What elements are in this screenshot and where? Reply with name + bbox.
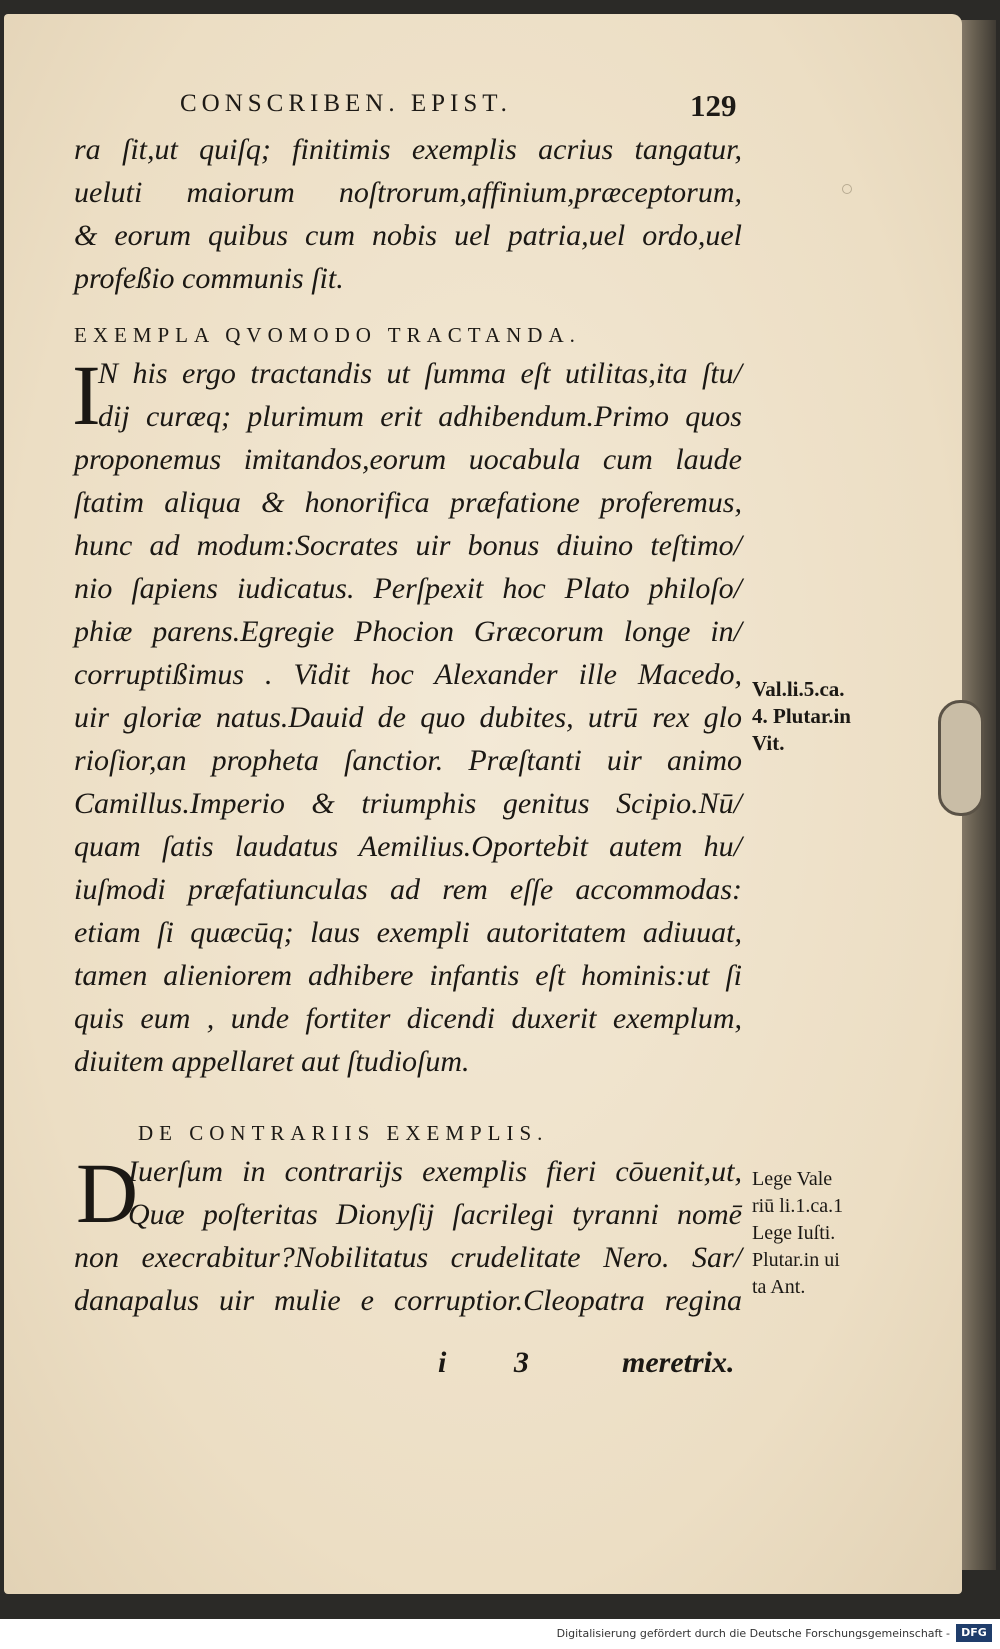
text-line: ſtatim aliqua & honorifica præfatione proferemus,	[74, 486, 742, 519]
margin-note-2	[752, 1166, 922, 1301]
text-line: danapalus uir mulie e corruptior.Cleopatra regina	[74, 1284, 742, 1317]
margin-line: Lege Vale	[752, 1168, 833, 1190]
catchword: meretrix.	[622, 1346, 735, 1379]
text-line: ueluti maiorum noſtrorum,affinium,præceptorum,	[74, 176, 742, 209]
text-line: non execrabitur?Nobilitatus crudelitate Nero. Sar/	[74, 1241, 742, 1274]
text-line: phiæ parens.Egregie Phocion Græcorum longe in/	[74, 615, 742, 648]
margin-line: ta Ant.	[752, 1276, 806, 1298]
margin-line: Val.li.5.ca.	[752, 677, 845, 701]
text-line: Quæ poſteritas Dionyſij ſacrilegi tyranni nomē	[128, 1198, 742, 1231]
drop-cap-d: D	[76, 1145, 139, 1241]
footer-bar	[0, 1619, 1000, 1649]
text-line: Iuerſum in contrarijs exemplis fieri cōuenit,ut,	[128, 1155, 742, 1188]
running-title: CONSCRIBEN. EPIST.	[180, 90, 512, 117]
text-block-3	[74, 1145, 742, 1322]
text-line: quis eum , unde fortiter dicendi duxerit exemplum,	[74, 1002, 742, 1035]
section-heading-contrariis: DE CONTRARIIS EXEMPLIS.	[138, 1121, 549, 1145]
drop-cap-i: I	[72, 347, 101, 443]
text-line: diuitem appellaret aut ſtudioſum.	[74, 1045, 470, 1078]
text-block-1	[74, 128, 742, 300]
text-line: etiam ſi quæcūq; laus exempli autoritatem adiuuat,	[74, 916, 742, 949]
margin-line: Plutar.in ui	[752, 1249, 840, 1271]
footer-credit: Digitalisierung gefördert durch die Deutsche Forschungsgemeinschaft -	[556, 1627, 950, 1640]
text-line: ra ſit,ut quiſq; finitimis exemplis acrius tangatur,	[74, 133, 742, 166]
text-line: Camillus.Imperio & triumphis genitus Scipio.Nū/	[74, 787, 742, 820]
margin-line: 4. Plutar.in	[752, 704, 851, 728]
margin-line: Lege Iuſti.	[752, 1222, 836, 1244]
section-heading-exempla: EXEMPLA QVOMODO TRACTANDA.	[74, 323, 581, 347]
text-line: dij curæq; plurimum erit adhibendum.Primo quos	[98, 400, 742, 433]
text-line: hunc ad modum:Socrates uir bonus diuino teſtimo/	[74, 529, 742, 562]
margin-note-1	[752, 676, 922, 757]
text-line: quam ſatis laudatus Aemilius.Oportebit autem hu/	[74, 830, 742, 863]
paper-blemish	[842, 184, 852, 194]
text-line: uir gloriæ natus.Dauid de quo dubites, utrū rex glo	[74, 701, 742, 734]
running-header	[180, 90, 740, 118]
margin-line: Vit.	[752, 731, 785, 755]
text-line: iuſmodi præfatiunculas ad rem eſſe accommodas:	[74, 873, 742, 906]
signature-mark: i 3	[438, 1346, 559, 1379]
text-line: rioſior,an propheta ſanctior. Præſtanti uir animo	[74, 744, 742, 777]
dfg-logo: DFG	[956, 1624, 992, 1642]
book-clasp	[938, 700, 984, 816]
text-line: proponemus imitandos,eorum uocabula cum laude	[74, 443, 742, 476]
text-line: nio ſapiens iudicatus. Perſpexit hoc Plato philoſo/	[74, 572, 742, 605]
text-block-2	[72, 347, 742, 1083]
page-number: 129	[690, 88, 737, 123]
text-line: N his ergo tractandis ut ſumma eſt utilitas,ita ſtu/	[98, 357, 742, 390]
margin-line: riū li.1.ca.1	[752, 1195, 844, 1217]
text-line: & eorum quibus cum nobis uel patria,uel ordo,uel	[74, 219, 742, 252]
text-line: tamen alieniorem adhibere infantis eſt hominis:ut ſi	[74, 959, 742, 992]
text-line: corruptißimus . Vidit hoc Alexander ille Macedo,	[74, 658, 742, 691]
text-line: profeßio communis ſit.	[74, 262, 344, 295]
